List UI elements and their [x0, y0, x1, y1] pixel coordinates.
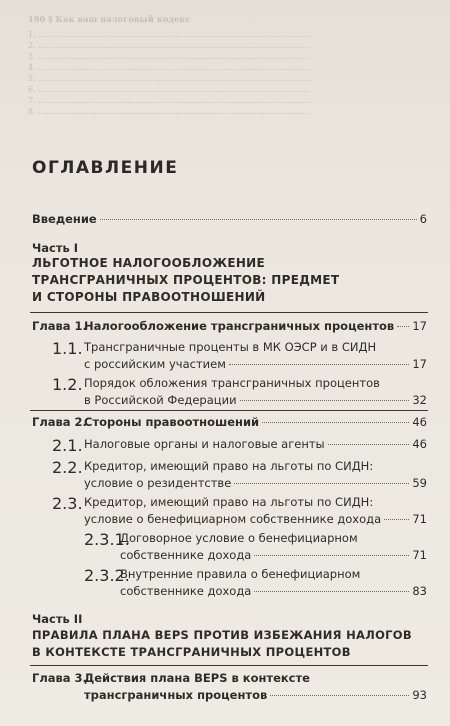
intro-label: Введение	[32, 212, 97, 226]
entry-line: Кредитор, имеющий право на льготы по СИДН:	[84, 495, 374, 509]
entry-line: Действия плана BEPS в контексте	[84, 671, 310, 685]
entry-line: условие о бенефициарном собственнике дохода	[84, 512, 382, 526]
toc-entry-chapter-2[interactable]	[32, 414, 427, 431]
toc-entry-intro[interactable]	[32, 211, 427, 228]
part-1-title	[32, 255, 427, 306]
chapter-number: Глава 1.	[32, 319, 87, 333]
leader-dots	[229, 364, 409, 365]
page-number: 71	[412, 548, 427, 562]
part-divider	[30, 665, 428, 666]
leader-dots	[234, 483, 409, 484]
entry-last-line	[120, 583, 427, 600]
entry-last-line	[84, 511, 427, 528]
page-number: 17	[412, 357, 427, 371]
bleed-line: 2. ...........................................................................................................	[28, 41, 311, 50]
entry-line: в Российской Федерации	[84, 393, 237, 407]
chapter-title: Налогообложение трансграничных процентов	[84, 319, 395, 333]
leader-dots	[240, 400, 410, 401]
toc-entry-chapter-3[interactable]	[84, 670, 427, 704]
bleed-through-text	[28, 14, 428, 134]
bleed-header: 190 § Как ваш налоговый кодекс	[28, 14, 191, 24]
part-title-line: ПРАВИЛА ПЛАНА BEPS ПРОТИВ ИЗБЕЖАНИЯ НАЛОГОВ	[32, 628, 412, 642]
part-2-title	[32, 627, 432, 661]
part-1-label: Часть I	[32, 241, 79, 255]
leader-dots	[100, 219, 417, 220]
page-number: 46	[412, 415, 427, 429]
entry-last-line	[84, 475, 427, 492]
entry-line: условие о резидентстве	[84, 476, 232, 490]
page-number: 71	[412, 512, 427, 526]
section-number: 2.3.1.	[84, 530, 130, 549]
bleed-line: 8. ...........................................................................................................	[28, 107, 311, 116]
leader-dots	[254, 591, 409, 592]
bleed-line: 3. ...........................................................................................................	[28, 52, 311, 61]
entry-line: с российским участием	[84, 357, 226, 371]
entry-line: Порядок обложения трансграничных процентов	[84, 376, 380, 390]
leader-dots	[328, 444, 410, 445]
chapter-divider	[30, 410, 428, 411]
entry-last-line	[84, 436, 427, 453]
entry-last-line	[84, 356, 427, 373]
entry-last-line	[120, 547, 427, 564]
leader-dots	[254, 555, 409, 556]
bleed-line: 7. ...........................................................................................................	[28, 96, 311, 105]
bleed-line: 5. ...........................................................................................................	[28, 74, 311, 83]
section-number: 2.2.	[52, 458, 83, 477]
leader-dots	[270, 695, 409, 696]
page-number: 93	[412, 688, 427, 702]
toc-title: ОГЛАВЛЕНИЕ	[32, 158, 179, 178]
page-number: 17	[412, 319, 427, 333]
page-number: 83	[412, 584, 427, 598]
entry-line: трансграничных процентов	[84, 688, 268, 702]
part-title-line: ТРАНСГРАНИЧНЫХ ПРОЦЕНТОВ: ПРЕДМЕТ	[32, 273, 340, 287]
part-divider	[30, 312, 428, 313]
leader-dots	[384, 519, 409, 520]
chapter-title: Стороны правоотношений	[84, 415, 260, 429]
toc-entry-1-2[interactable]	[84, 375, 427, 409]
toc-entry-2-3[interactable]	[84, 494, 427, 528]
bleed-line: 4. ...........................................................................................................	[28, 63, 311, 72]
entry-line: Внутренние правила о бенефициарном	[120, 567, 361, 581]
chapter-number: Глава 2.	[32, 415, 87, 429]
part-2-label: Часть II	[32, 612, 83, 626]
chapter-number-text: Глава 3.	[32, 671, 87, 685]
page-number: 59	[412, 476, 427, 490]
page-number: 6	[419, 212, 427, 226]
toc-entry-2-3-1[interactable]	[120, 530, 427, 564]
entry-last-line	[84, 392, 427, 409]
toc-entry-2-2[interactable]	[84, 458, 427, 492]
section-number: 1.2.	[52, 375, 83, 394]
part-title-line: И СТОРОНЫ ПРАВООТНОШЕНИЙ	[32, 290, 266, 304]
section-number: 2.3.	[52, 494, 83, 513]
section-number: 1.1.	[52, 339, 83, 358]
bleed-line: 1. ...........................................................................................................	[28, 30, 311, 39]
toc-entry-1-1[interactable]	[84, 339, 427, 373]
entry-line: Договорное условие о бенефициарном	[120, 531, 358, 545]
entry-line: собственнике дохода	[120, 584, 252, 598]
entry-line: собственнике дохода	[120, 548, 252, 562]
section-number: 2.1.	[52, 436, 83, 455]
section-number: 2.3.2.	[84, 566, 130, 585]
bleed-line: 6. ...........................................................................................................	[28, 85, 311, 94]
entry-line: Налоговые органы и налоговые агенты	[84, 437, 325, 451]
page-number: 46	[412, 437, 427, 451]
leader	[259, 425, 412, 426]
part-title-line: ЛЬГОТНОЕ НАЛОГООБЛОЖЕНИЕ	[32, 256, 265, 270]
entry-last-line	[84, 687, 427, 704]
leader	[394, 329, 412, 330]
chapter-number	[32, 670, 87, 687]
part-title-line: В КОНТЕКСТЕ ТРАНСГРАНИЧНЫХ ПРОЦЕНТОВ	[32, 645, 351, 659]
leader-dots	[397, 326, 409, 327]
entry-line: Кредитор, имеющий право на льготы по СИДН:	[84, 459, 374, 473]
toc-entry-2-1[interactable]	[84, 436, 427, 453]
leader-dots	[262, 422, 409, 423]
page-number: 32	[412, 393, 427, 407]
toc-entry-chapter-1[interactable]	[32, 318, 427, 335]
toc-entry-2-3-2[interactable]	[120, 566, 427, 600]
entry-line: Трансграничные проценты в МК ОЭСР и в СИДН	[84, 340, 377, 354]
